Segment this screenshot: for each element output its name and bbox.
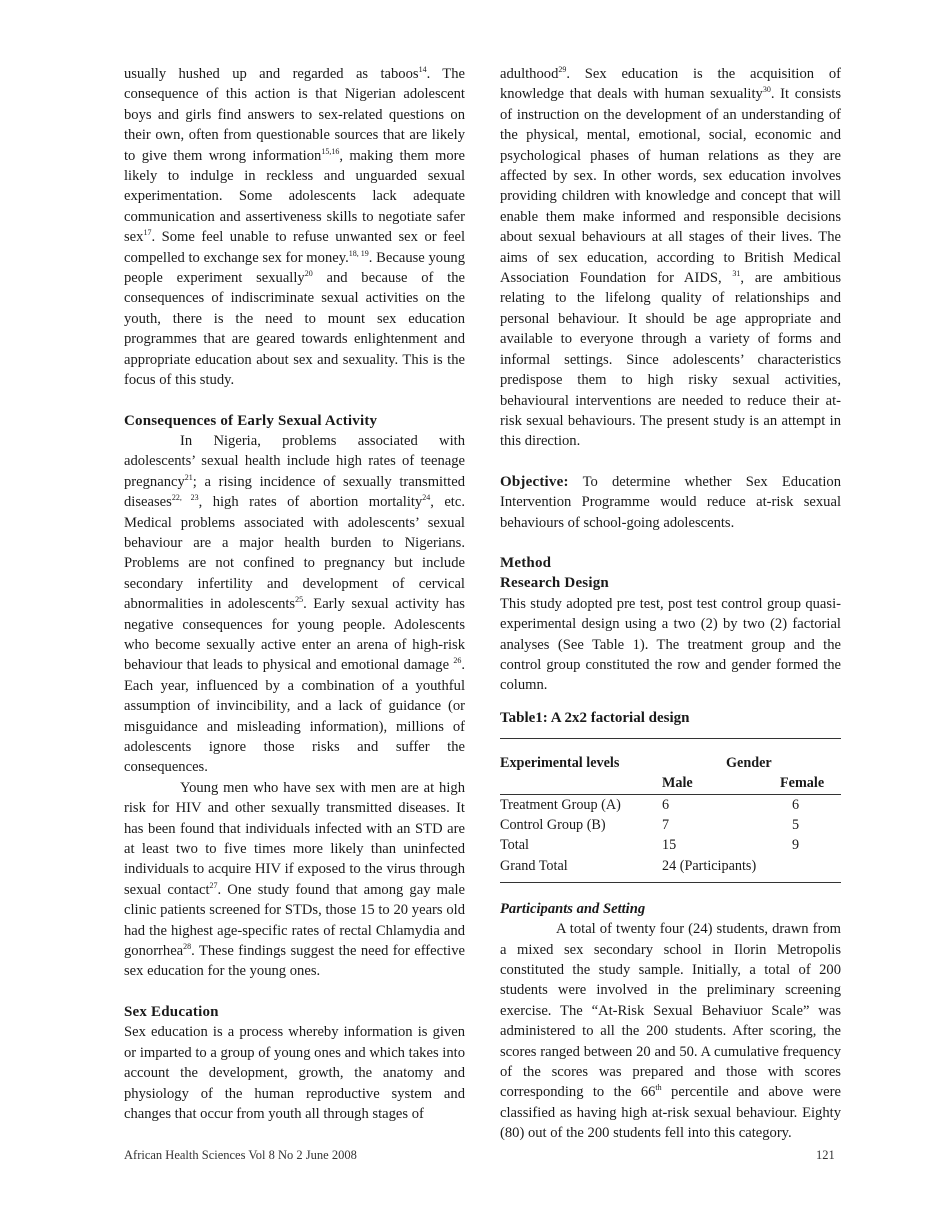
- row-label: Control Group (B): [500, 817, 606, 833]
- intro-paragraph: usually hushed up and regarded as taboos$^{14}$. The consequence of this action is that Nigerian adolescent boys and girls find answers to sex-related questions on their own, often from questionable sources that are likely to give them wrong information$^{15,16}$, making them more likely to indulge in reckless and unguarded sexual experimentation. Some adolescents lack adequate communication and assertiveness skills to negotiate safer sex$^{17}$. Some feel unable to refuse unwanted sex or feel compelled to exchange sex for money.$^{18, 19}$. Because young people experiment sexually$^{20}$ and because of the consequences of indiscriminate sexual activities on the youth, there is the need to mount sex education programmes that are geared towards enlightenment and appropriate education about sex and sexuality. This is the focus of this study.: [124, 65, 466, 389]
- sex-education-continued-paragraph: adulthood$^{29}$. Sex education is the acquisition of knowledge that deals with human sexuality$^{30}$. It consists of instruction on the development of an understanding of the physical, mental, emotional, social, economic and psychological phases of human relations as they are affected by sex. In other words, sex education involves providing children with knowledge and concept that will enable them make informed and responsible decisions about sexual behaviours at all stages of their lives. The aims of sex education, according to British Medical Association Foundation for AIDS, $^{31}$, are ambitious relating to the lifelong quality of relationships and personal behaviour. It should be age appropriate and available to everyone through a variety of forms and informal settings. Since adolescents’ characteristics predispose them to high risky sexual activities, behavioural interventions are needed to reduce their at-risk sexual behaviours. The present study is an attempt in this direction.: [500, 65, 842, 450]
- method-heading: Method: [500, 554, 552, 571]
- table-row: [500, 794, 841, 815]
- consequences-paragraph-1: In Nigeria, problems associated with adolescents’ sexual health include high rates of teenage pregnancy$^{21}$; a rising incidence of sexually transmitted diseases$^{22, 23}$, high rates of abortion mortality$^{24}$, etc. Medical problems associated with adolescents’ sexual behaviour are a major health burden to Nigerians. Problems are not confined to pregnancy but include secondary infertility and development of cervical abnormalities in adolescents$^{25}$. Early sexual activity has negative consequences for young people. Adolescents who become sexually active enter an arena of high-risk behaviour that leads to physical and emotional damage $^{26}$. Each year, influenced by a combination of a youthful assumption of invincibility, and a lack of guidance (or misguidance and misleading information), millions of adolescents ignore those risks and suffer the consequences.: [124, 432, 465, 776]
- page-number: 121: [816, 1148, 835, 1162]
- citation: 25: [295, 595, 304, 605]
- experimental-levels-header: Experimental levels: [500, 754, 620, 771]
- consequences-paragraph-2: Young men who have sex with men are at high risk for HIV and other sexually transmitted diseases. It has been found that individuals infected with an STD are at least two to five times more likely than uninfected individuals to acquire HIV if exposed to the virus through sexual contact$^{27}$. One study found that among gay male clinic patients screened for STDs, those 15 to 20 years old had the highest age-specific rates of rectal Chlamydia and gonorrhea$^{28}$. These findings suggest the need for effective sex education for the young ones.: [124, 779, 465, 980]
- citation: 26: [453, 656, 462, 666]
- citation: 30: [762, 85, 771, 95]
- research-design-paragraph: This study adopted pre test, post test control group quasi-experimental design using a two (2) by two (2) factorial analyses (See Table 1). The treatment group and the control group constituted the row and gender formed the column.: [500, 595, 841, 694]
- table-row-grand-total: [500, 856, 841, 883]
- male-value: 7: [662, 817, 670, 833]
- female-value: 6: [792, 796, 800, 813]
- grand-total-value: 24 (Participants): [662, 857, 757, 874]
- participants-heading: Participants and Setting: [500, 900, 646, 917]
- male-value: 6: [662, 796, 670, 813]
- sex-education-paragraph: Sex education is a process whereby information is given or imparted to a group of young ones and which takes into account the development, growth, the anatomy and physiology of the human reproductive system and changes that occur from youth all through stages of: [124, 1024, 465, 1122]
- table-row: [500, 815, 841, 835]
- objective-paragraph: Objective: To determine whether Sex Education Intervention Programme would reduce at-risk sexual behaviours of school-going adolescents.: [500, 473, 841, 531]
- citation: 24: [422, 493, 431, 503]
- left-column: [124, 64, 465, 1124]
- citation: 15,16: [321, 146, 340, 156]
- row-label: Treatment Group (A): [500, 796, 621, 813]
- citation: 29: [558, 65, 567, 74]
- female-header: Female: [780, 775, 825, 792]
- ordinal-suffix: th: [655, 1083, 662, 1093]
- citation: 14: [418, 65, 427, 74]
- objective-label: Objective:: [500, 473, 569, 490]
- citation: 21: [184, 472, 193, 482]
- male-header: Male: [662, 775, 693, 792]
- table-caption: Table1: A 2x2 factorial design: [500, 709, 690, 726]
- consequences-heading: Consequences of Early Sexual Activity: [124, 412, 378, 429]
- participants-paragraph: A total of twenty four (24) students, drawn from a mixed sex secondary school in Ilorin Metropolis constituted the study sample. Initially, a total of 200 students were involved in the preliminary screening exercise. The “At-Risk Sexual Behaviuor Scale” was administered to all the 200 students. After scoring, the scores ranged between 20 and 50. A cumulative frequency of the scores was prepared and those with scores corresponding to the 66th percentile and above were classified as having high at-risk sexual behaviour. Eighty (80) out of the 200 students fell into this category.: [500, 921, 841, 1142]
- female-value: 5: [792, 817, 800, 833]
- citation: 22, 23: [171, 493, 199, 503]
- journal-footer: African Health Sciences Vol 8 No 2 June 2008: [124, 1148, 357, 1162]
- row-label: Total: [500, 837, 529, 854]
- table-header-row: [500, 739, 841, 774]
- grand-total-label: Grand Total: [500, 857, 568, 874]
- table-row: [500, 835, 841, 855]
- male-value: 15: [662, 837, 677, 854]
- gender-header: Gender: [726, 754, 772, 771]
- citation: 27: [209, 880, 218, 890]
- sex-education-heading: Sex Education: [124, 1003, 219, 1020]
- citation: 20: [304, 269, 313, 279]
- citation: 28: [183, 942, 192, 952]
- female-value: 9: [792, 837, 800, 854]
- citation: 31: [732, 269, 741, 279]
- factorial-design-table: [500, 738, 841, 883]
- right-column: [500, 64, 841, 1144]
- citation: 18, 19: [348, 248, 369, 258]
- table-subheader-row: [500, 773, 841, 794]
- research-design-heading: Research Design: [500, 575, 609, 592]
- citation: 17: [143, 228, 152, 238]
